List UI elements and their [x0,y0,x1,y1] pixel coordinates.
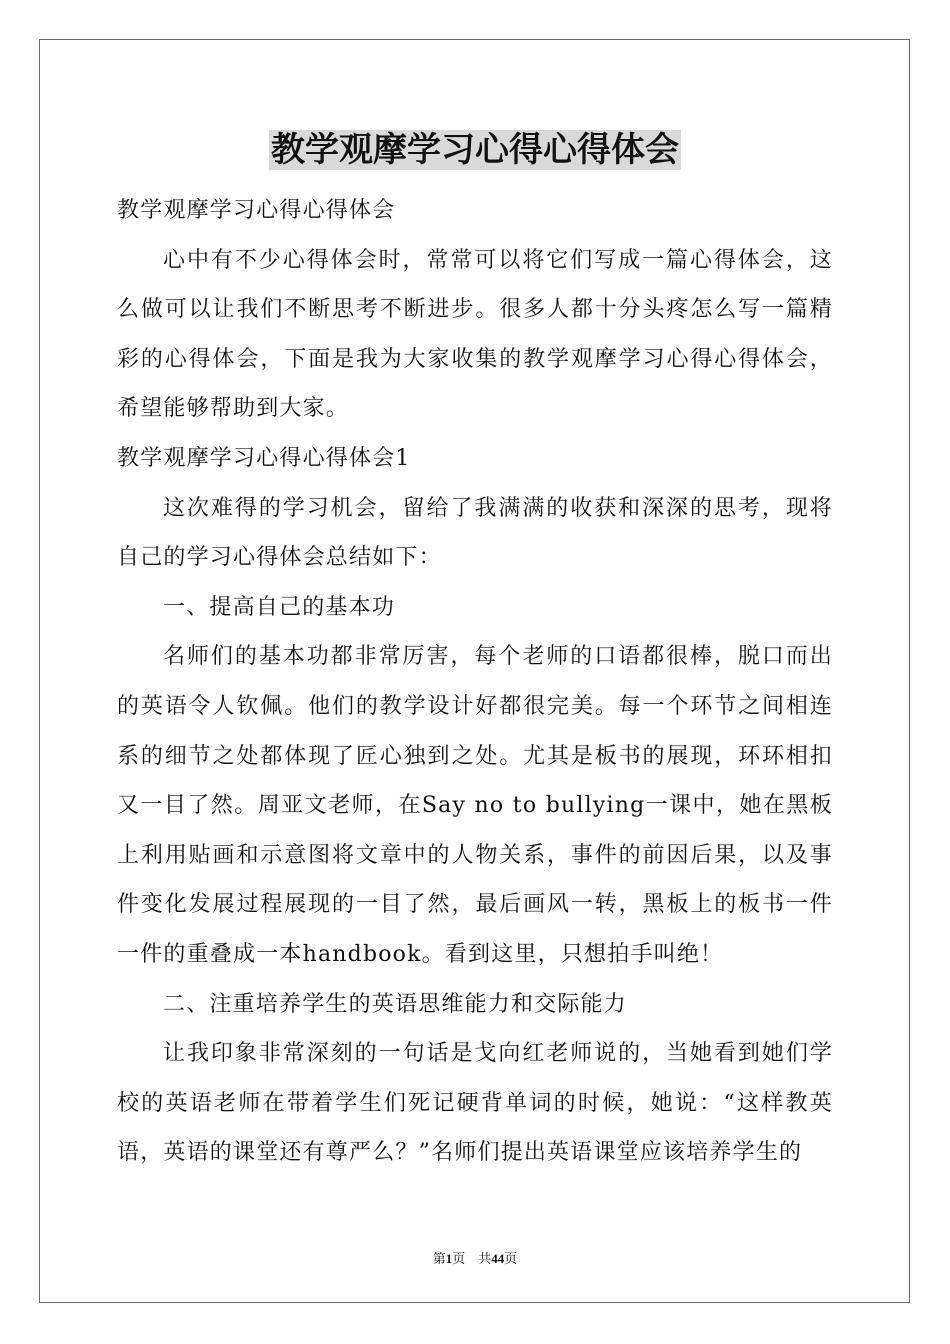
footer-page-prefix: 第 [432,1251,446,1266]
subheading-basic-skills: 一、提高自己的基本功 [163,594,396,620]
paragraph-basic-skills: 名师们的基本功都非常厉害，每个老师的口语都很棒，脱口而出的英语令人钦佩。他们的教学设计好都很完美。每一个环节之间相连系的细节之处都体现了匠心独到之处。尤其是板书的展现，环环相扣又一目了然。周亚文老师，在Say no to bullying一课中，她在黑板上利用贴画和示意图将文章中的人物关系，事件的前因后果，以及事件变化发展过程展现的一目了然，最后画风一转，黑板上的板书一件一件的重叠成一本handbook。看到这里，只想拍手叫绝！ [117,644,833,967]
paragraph-thinking-ability: 让我印象非常深刻的一句话是戈向红老师说的，当她看到她们学校的英语老师在带着学生们死记硬背单词的时候，她说：“这样教英语，英语的课堂还有尊严么？”名师们提出英语课堂应该培养学生的 [117,1041,833,1166]
footer-total-prefix: 共 [478,1251,492,1266]
document-body [117,124,833,1178]
paragraph-summary: 这次难得的学习机会，留给了我满满的收获和深深的思考，现将自己的学习心得体会总结如下： [117,495,833,571]
subheading-thinking-ability: 二、注重培养学生的英语思维能力和交际能力 [163,991,628,1017]
paragraph-intro: 心中有不少心得体会时，常常可以将它们写成一篇心得体会，这么做可以让我们不断思考不断进步。很多人都十分头疼怎么写一篇精彩的心得体会，下面是我为大家收集的教学观摩学习心得心得体会，希望能够帮助到大家。 [117,247,833,422]
footer-total-pages: 44 [491,1251,505,1266]
paragraph-subtitle: 教学观摩学习心得心得体会 [117,198,396,223]
document-title-text: 教学观摩学习心得心得体会 [271,130,679,170]
document-title [117,124,833,176]
footer-page-suffix: 页 [452,1251,466,1266]
footer-page-number: 1 [445,1251,453,1266]
page-footer [0,1248,950,1267]
section-heading-1: 教学观摩学习心得心得体会1 [117,445,411,471]
footer-total-suffix: 页 [504,1251,518,1266]
